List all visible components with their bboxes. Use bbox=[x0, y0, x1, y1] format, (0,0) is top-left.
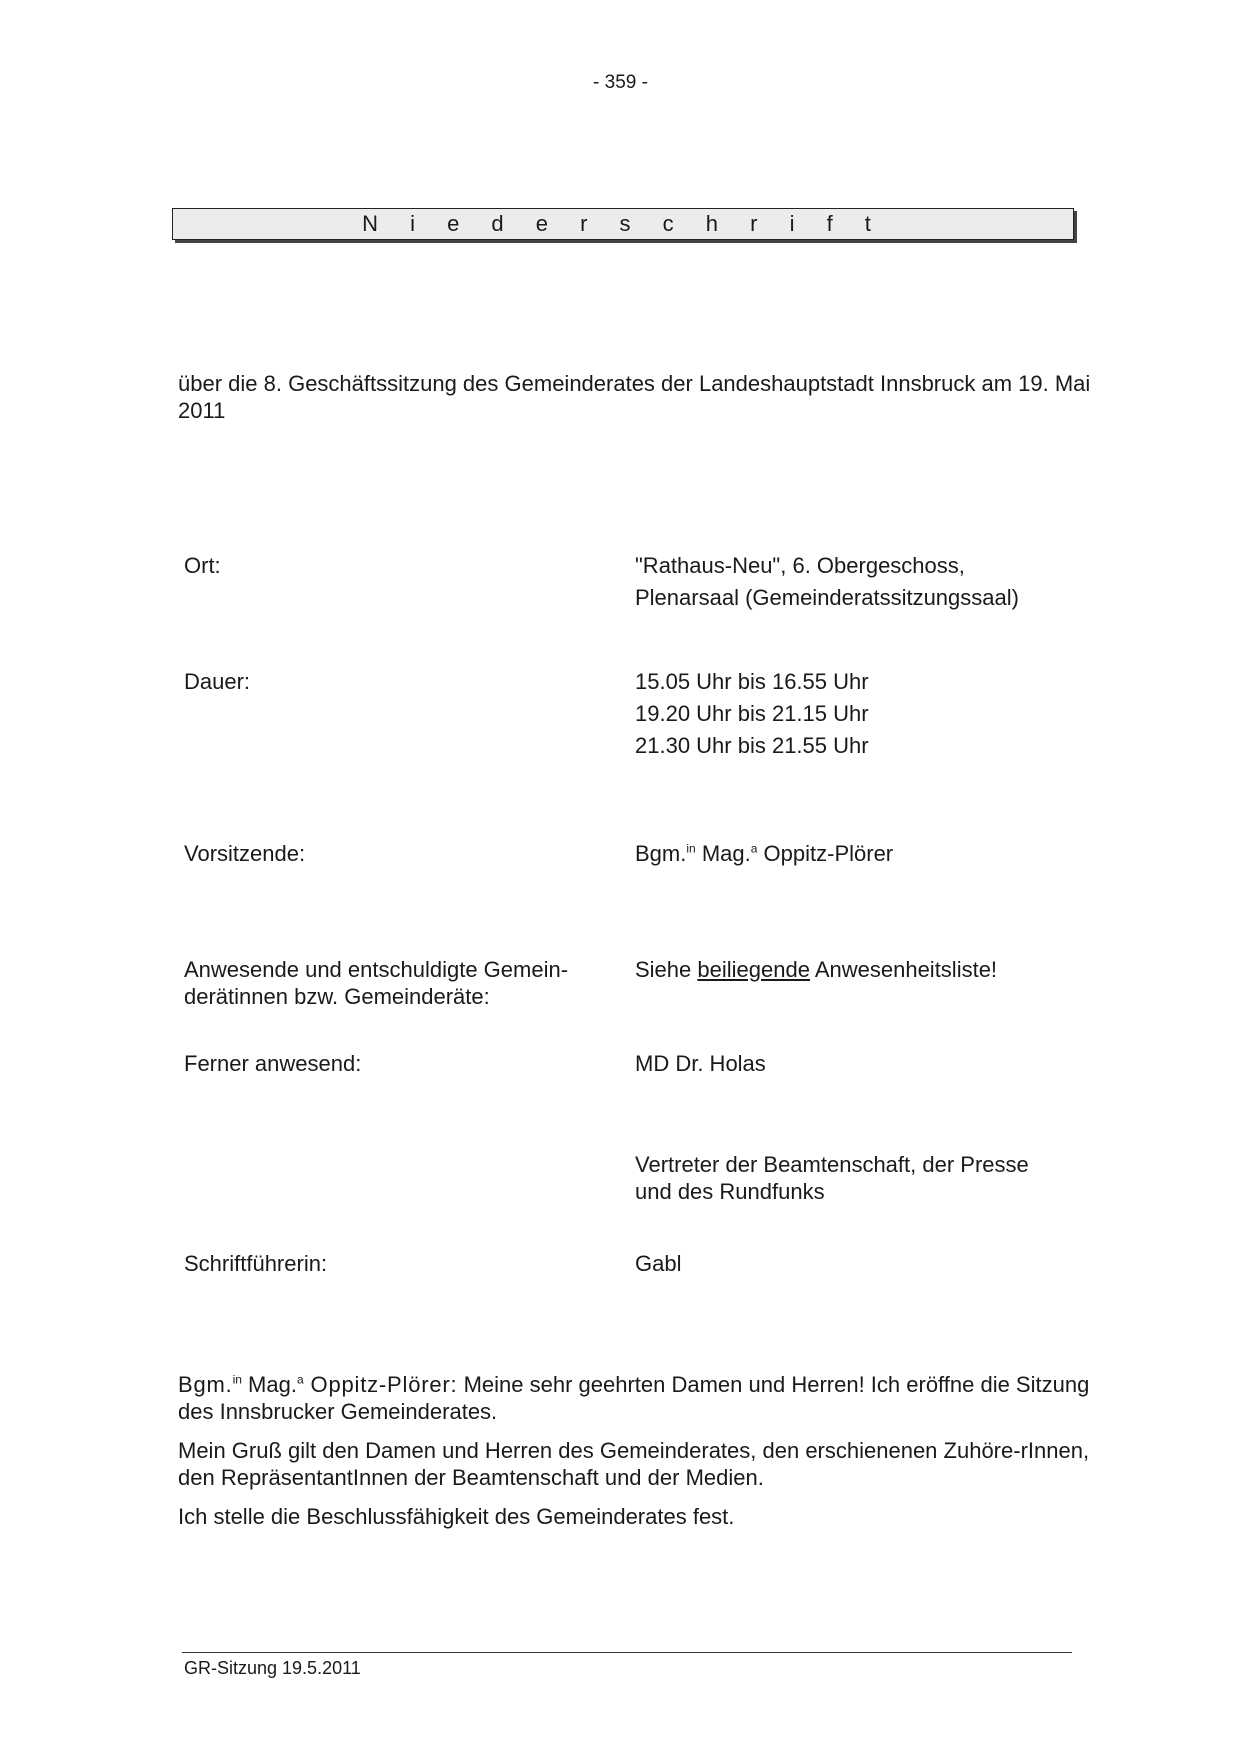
vorsitzende-bgm: Bgm. bbox=[635, 841, 687, 866]
anwesende-label: Anwesende und entschuldigte Gemein-derätinnen bzw. Gemeinderäte: bbox=[184, 957, 569, 1009]
speaker-bgm: Bgm. bbox=[178, 1372, 233, 1397]
dauer-line-2: 19.20 Uhr bis 21.15 Uhr bbox=[635, 701, 869, 726]
footer-text: GR-Sitzung 19.5.2011 bbox=[184, 1658, 361, 1678]
ferner-value-2: Vertreter der Beamtenschaft, der Presse und des Rundfunks bbox=[635, 1152, 1029, 1204]
ort-line-2: Plenarsaal (Gemeinderatssitzungssaal) bbox=[635, 585, 1019, 610]
speech-paragraph-1 bbox=[178, 1371, 1098, 1425]
vorsitzende-bgm-sup: in bbox=[686, 841, 696, 856]
anwesende-value-post: Anwesenheitsliste! bbox=[809, 957, 998, 982]
vorsitzende-name: Oppitz-Plörer bbox=[757, 841, 894, 866]
ort-value bbox=[635, 550, 1095, 614]
vorsitzende-label: Vorsitzende: bbox=[184, 841, 306, 866]
speech-text-1: Meine sehr geehrten Damen und Herren! Ich eröffne die Sitzung des Innsbrucker Gemeinderates. bbox=[178, 1372, 1090, 1424]
dauer-line-3: 21.30 Uhr bis 21.55 Uhr bbox=[635, 733, 869, 758]
page-number: - 359 - bbox=[593, 72, 648, 93]
schriftfuehrerin-label: Schriftführerin: bbox=[184, 1251, 328, 1276]
ferner-label: Ferner anwesend: bbox=[184, 1051, 362, 1076]
dauer-line-1: 15.05 Uhr bis 16.55 Uhr bbox=[635, 669, 869, 694]
speech-paragraph-2: Mein Gruß gilt den Damen und Herren des Gemeinderates, den erschienenen Zuhöre-rInnen, den RepräsentantInnen der Beamtenschaft und der Medien. bbox=[178, 1438, 1090, 1490]
speaker-mag-sup: a bbox=[296, 1372, 304, 1387]
speaker-mag: Mag. bbox=[241, 1372, 297, 1397]
speech-paragraph-3: Ich stelle die Beschlussfähigkeit des Gemeinderates fest. bbox=[178, 1504, 735, 1529]
intro-text: über die 8. Geschäftssitzung des Gemeinderates der Landeshauptstadt Innsbruck am 19. Mai 2011 bbox=[178, 371, 1091, 423]
anwesende-value-pre: Siehe bbox=[635, 957, 698, 982]
speaker-name: Oppitz-Plörer: bbox=[303, 1372, 458, 1397]
ort-line-1: "Rathaus-Neu", 6. Obergeschoss, bbox=[635, 553, 965, 578]
anwesende-value bbox=[635, 956, 1095, 983]
dauer-value bbox=[635, 666, 1095, 762]
vorsitzende-mag-sup: a bbox=[750, 841, 758, 856]
dauer-label: Dauer: bbox=[184, 669, 251, 694]
vorsitzende-mag: Mag. bbox=[695, 841, 751, 866]
document-title: N i e d e r s c h r i f t bbox=[172, 208, 1074, 240]
schriftfuehrerin-value: Gabl bbox=[635, 1251, 682, 1276]
ort-label: Ort: bbox=[184, 553, 221, 578]
speech-block bbox=[178, 1371, 1098, 1542]
vorsitzende-value bbox=[635, 838, 1095, 870]
footer-divider bbox=[182, 1652, 1072, 1653]
ferner-value-1: MD Dr. Holas bbox=[635, 1051, 766, 1076]
speaker-bgm-sup: in bbox=[232, 1372, 242, 1387]
anwesende-value-underlined: beiliegende bbox=[697, 957, 810, 982]
